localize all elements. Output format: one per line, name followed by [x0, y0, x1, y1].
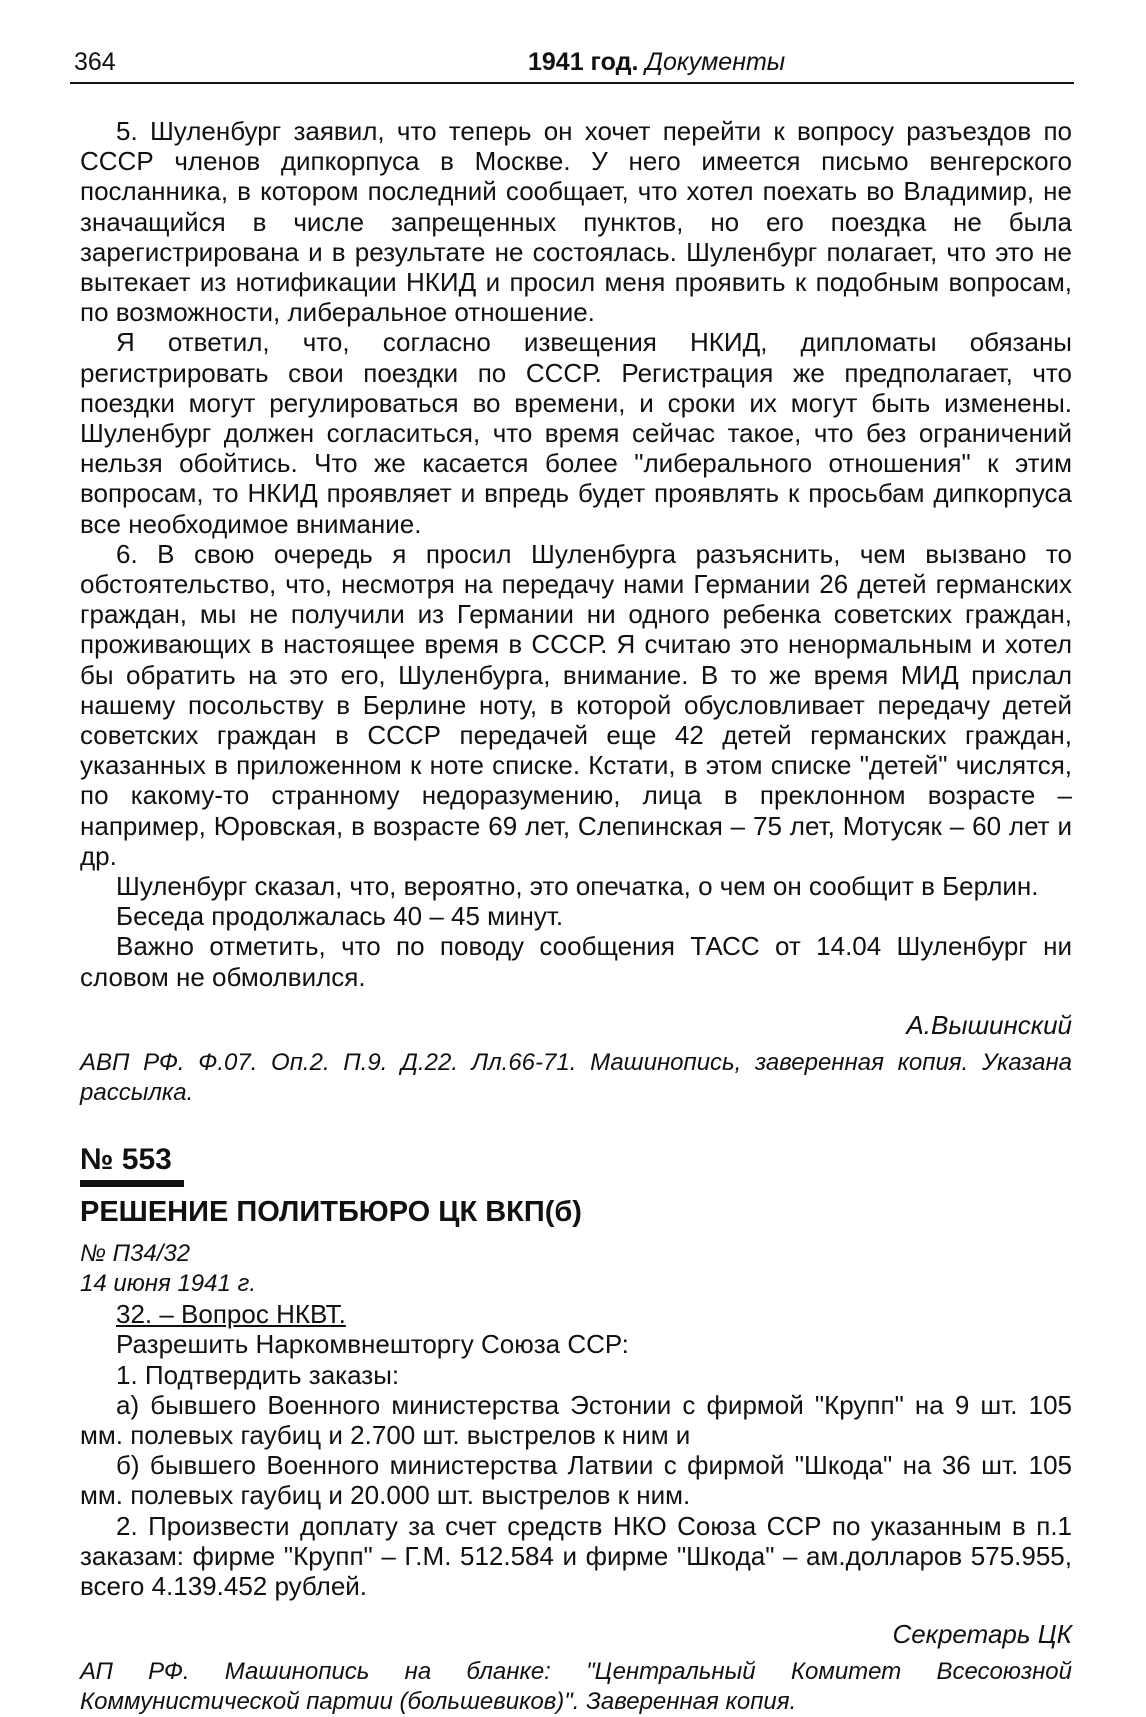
- paragraph: б) бывшего Военного министерства Латвии с фирмой "Шкода" на 36 шт. 105 мм. полевых гаубиц и 20.000 шт. выстрелов к ним.: [80, 1450, 1072, 1511]
- signature: Секретарь ЦК: [892, 1619, 1072, 1650]
- running-title: [528, 48, 785, 77]
- running-title-section: Документы: [645, 48, 786, 76]
- archive-source: АП РФ. Машинопись на бланке: "Центральный Комитет Всесоюзной Коммунистической партии (большевиков)". Заверенная копия.: [80, 1658, 1072, 1716]
- document-title: РЕШЕНИЕ ПОЛИТБЮРО ЦК ВКП(б): [80, 1196, 582, 1229]
- signature: А.Вышинский: [906, 1009, 1072, 1040]
- page-number: 364: [74, 48, 116, 76]
- paragraph: Важно отметить, что по поводу сообщения ТАСС от 14.04 Шуленбург ни словом не обмолвился.: [80, 931, 1072, 992]
- running-title-year: 1941 год.: [528, 48, 639, 76]
- paragraph: 6. В свою очередь я просил Шуленбурга разъяснить, чем вызвано то обстоятельство, что, несмотря на передачу нами Германии 26 детей германских граждан, мы не получили из Германии ни одного ребенка советских граждан, проживающих в настоящее время в СССР. Я считаю это ненормальным и хотел бы обратить на это его, Шуленбурга, внимание. В то же время МИД прислал нашему посольству в Берлине ноту, в которой обусловливает передачу детей советских граждан в СССР передачей еще 42 детей германских граждан, указанных в приложенном к ноте списке. Кстати, в этом списке "детей" числятся, по какому-то странному недоразумению, лица в преклонном возрасте – например, Юровская, в возрасте 69 лет, Слепинская – 75 лет, Мотусяк – 60 лет и др.: [80, 538, 1072, 871]
- page-content: [80, 116, 1072, 1717]
- document-number-bar: [80, 1180, 184, 1187]
- document-date: 14 июня 1941 г.: [80, 1270, 257, 1298]
- running-header: [70, 46, 1074, 84]
- paragraph: Беседа продолжалась 40 – 45 минут.: [116, 901, 564, 932]
- paragraph: а) бывшего Военного министерства Эстонии с фирмой "Крупп" на 9 шт. 105 мм. полевых гаубиц и 2.700 шт. выстрелов к ним и: [80, 1389, 1072, 1450]
- paragraph: Я ответил, что, согласно извещения НКИД, дипломаты обязаны регистрировать свои поездки по СССР. Регистрация же предполагает, что поездки могут регулироваться во времени, и сроки их могут быть изменены. Шуленбург должен согласиться, что время сейчас такое, что без ограничений нельзя обойтись. Что же касается более "либерального отношения" к этим вопросам, то НКИД проявляет и впредь будет проявлять к просьбам дипкорпуса все необходимое внимание.: [80, 327, 1072, 539]
- paragraph: 1. Подтвердить заказы:: [116, 1359, 400, 1390]
- paragraph: Шуленбург сказал, что, вероятно, это опечатка, о чем он сообщит в Берлин.: [116, 871, 1039, 902]
- agenda-item-text: 32. – Вопрос НКВТ.: [116, 1299, 346, 1330]
- archive-source: АВП РФ. Ф.07. Оп.2. П.9. Д.22. Лл.66-71. Машинопись, заверенная копия. Указана рассылка.: [80, 1049, 1072, 1107]
- document-reference: № П34/32: [80, 1240, 191, 1268]
- paragraph: Разрешить Наркомвнешторгу Союза ССР:: [116, 1329, 629, 1360]
- paragraph: 5. Шуленбург заявил, что теперь он хочет перейти к вопросу разъездов по СССР членов дипкорпуса в Москве. У него имеется письмо венгерского посланника, в котором последний сообщает, что хотел поехать во Владимир, не значащийся в числе запрещенных пунктов, но его поездка не была зарегистрирована и в результате не состоялась. Шуленбург полагает, что это не вытекает из нотификации НКИД и просил меня проявить к подобным вопросам, по возможности, либеральное отношение.: [80, 116, 1072, 328]
- document-number: № 553: [80, 1143, 172, 1177]
- paragraph: 2. Произвести доплату за счет средств НКО Союза ССР по указанным в п.1 заказам: фирме "Крупп" – Г.М. 512.584 и фирме "Шкода" – ам.долларов 575.955, всего 4.139.452 рублей.: [80, 1510, 1072, 1601]
- agenda-item: [80, 1299, 1072, 1329]
